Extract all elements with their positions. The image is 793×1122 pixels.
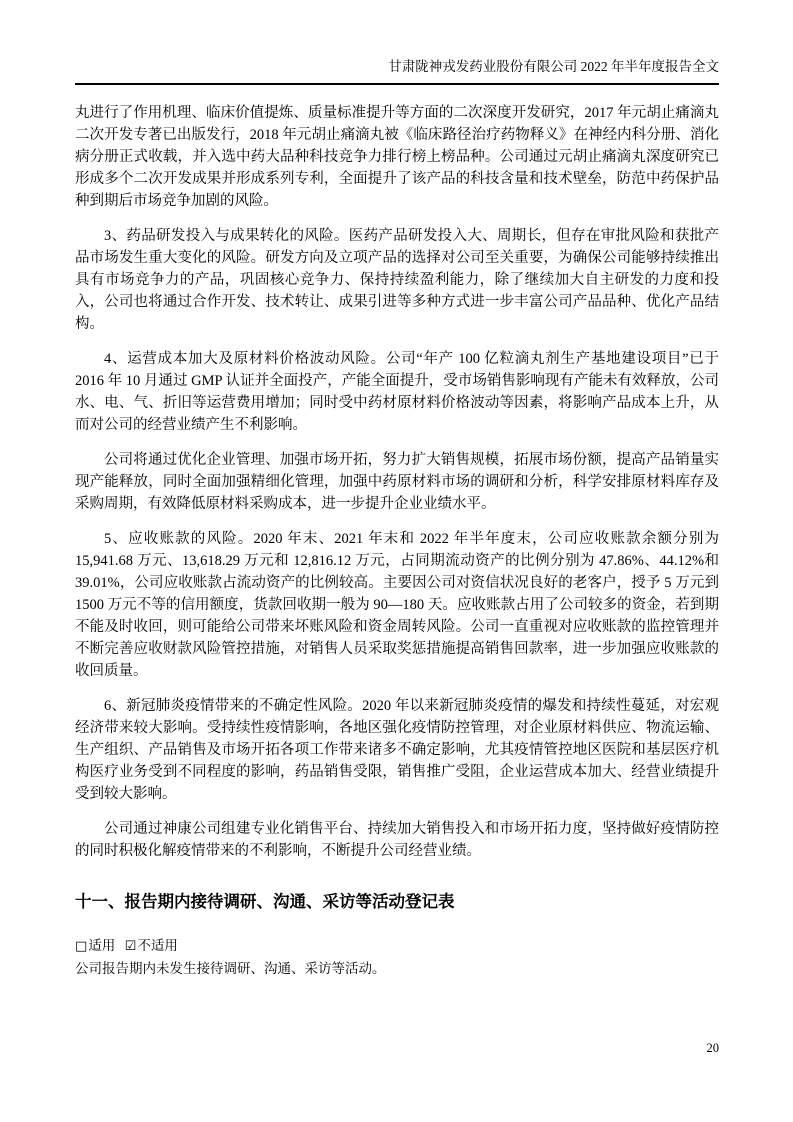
section-note: 公司报告期内未发生接待调研、沟通、采访等活动。 [75,961,386,976]
paragraph-risk-3: 3、药品研发投入与成果转化的风险。医药产品研发投入大、周期长，但存在审批风险和获批产品市场发生重大变化的风险。研发方向及立项产品的选择对公司至关重要，为确保公司能够持续推出具有市场竞争力的产品，巩固核心竞争力、保持持续盈利能力，除了继续加大自主研发的力度和投入，公司也将通过合作开发、技术转让、成果引进等多种方式进一步丰富公司产品品种、优化产品结构。 [75,228,719,332]
checkbox-unchecked-icon: □ [75,939,88,954]
header-title: 甘肃陇神戎发药业股份有限公司 2022 年半年度报告全文 [75,58,719,85]
applicability-row [75,935,719,957]
applicable-label: 适用 [88,938,116,953]
page-footer [707,1041,720,1056]
not-applicable-option [125,938,178,953]
page-header [0,0,793,85]
paragraph-risk-4-measures: 公司将通过优化企业管理、加强市场开拓，努力扩大销售规模，拓展市场份额，提高产品销量实现产能释放，同时全面加强精细化管理，加强中药原材料市场的调研和分析，科学安排原材料库存及采购周期，有效降低原材料采购成本，进一步提升企业业绩水平。 [75,452,719,512]
paragraph-risk-6: 6、新冠肺炎疫情带来的不确定性风险。2020 年以来新冠肺炎疫情的爆发和持续性蔓延，对宏观经济带来较大影响。受持续性疫情影响，各地区强化疫情防控管理，对企业原材料供应、物流运输、生产组织、产品销售及市场开拓各项工作带来诸多不确定影响，尤其疫情管控地区医院和基层医疗机构医疗业务受到不同程度的影响，药品销售受限，销售推广受阻，企业运营成本加大、经营业绩提升受到较大影响。 [75,698,719,802]
page-number: 20 [706,1041,719,1055]
not-applicable-label: 不适用 [137,938,178,953]
paragraph-continuation: 丸进行了作用机理、临床价值提炼、质量标准提升等方面的二次深度开发研究，2017 年元胡止痛滴丸二次开发专著已出版发行，2018 年元胡止痛滴丸被《临床路径治疗药物释义》在神经内科分册、消化病分册正式收载，并入选中药大品种科技竞争力排行榜上榜品种。公司通过元胡止痛滴丸深度研究已形成多个二次开发成果并形成系列专利，全面提升了该产品的科技含量和技术壁垒，防范中药保护品种到期后市场竞争加剧的风险。 [75,105,719,209]
paragraph-risk-6-measures: 公司通过神康公司组建专业化销售平台、持续加大销售投入和市场开拓力度，坚持做好疫情防控的同时积极化解疫情带来的不利影响，不断提升公司经营业绩。 [75,821,719,859]
page-content [0,85,793,979]
paragraph-risk-4: 4、运营成本加大及原材料价格波动风险。公司“年产 100 亿粒滴丸剂生产基地建设项目”已于 2016 年 10 月通过 GMP 认证并全面投产，产能全面提升，受市场销售影响现有产能未有效释放，公司水、电、气、折旧等运营费用增加；同时受中药材原材料价格波动等因素，将影响产品成本上升，从而对公司的经营业绩产生不利影响。 [75,351,719,433]
applicable-option [75,938,115,953]
section-heading: 十一、报告期内接待调研、沟通、采访等活动登记表 [75,892,455,911]
paragraph-risk-5: 5、应收账款的风险。2020 年末、2021 年末和 2022 年半年度末，公司应收账款余额分别为 15,941.68 万元、13,618.29 万元和 12,816.12 万元，占同期流动资产的比例分别为 47.86%、44.12%和 39.01%，公司应收账款占流动资产的比例较高。主要因公司对资信状况良好的老客户，授予 5 万元到 1500 万元不等的信用额度，货款回收期一般为 90—180 天。应收账款占用了公司较多的资金，若到期不能及时收回，则可能给公司带来坏账风险和资金周转风险。公司一直重视对应收账款的监控管理并不断完善应收财款风险管控措施，对销售人员采取奖惩措施提高销售回款率，进一步加强应收账款的收回质量。 [75,531,719,679]
checkbox-checked-icon: ☑ [124,939,137,954]
